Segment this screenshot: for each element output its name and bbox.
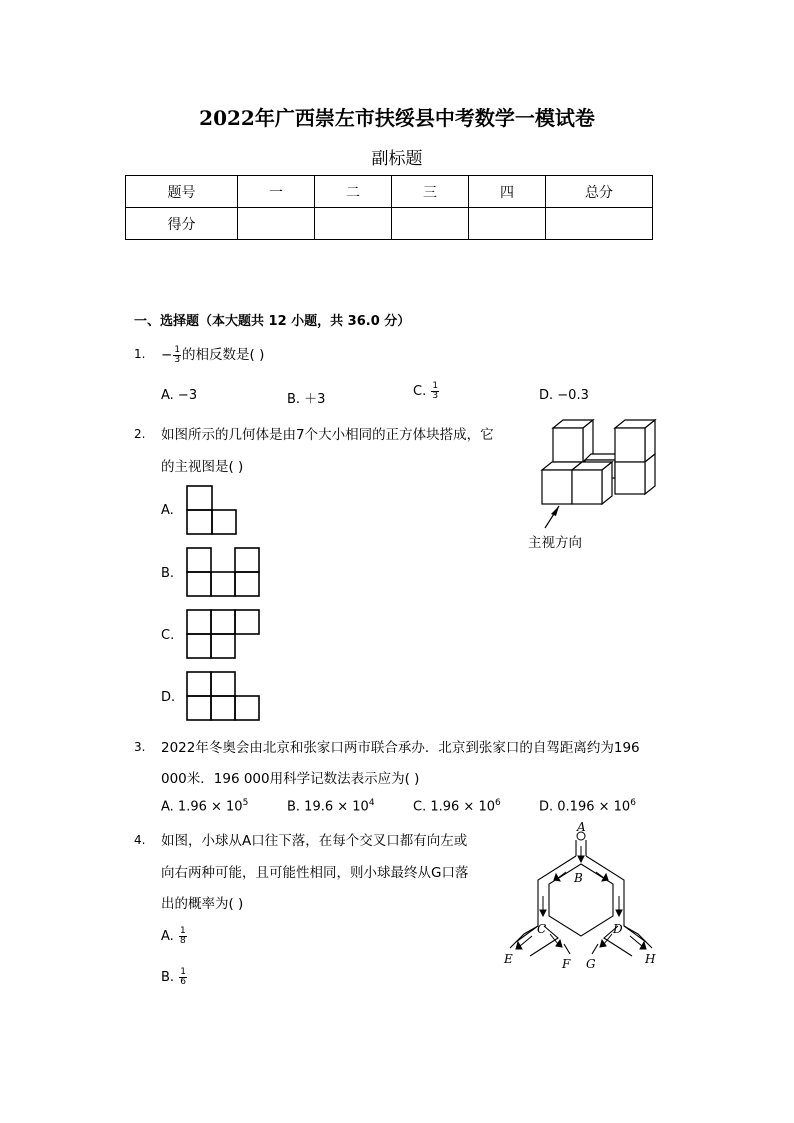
question-1-stem-text: 的相反数是( )	[182, 347, 265, 363]
q2-option-c-figure[interactable]	[186, 609, 262, 660]
score-header-cell: 二	[315, 176, 392, 208]
point-label: B	[574, 871, 583, 885]
question-2-stem-line2: 的主视图是( )	[161, 459, 244, 475]
q3-option-a[interactable]	[161, 798, 248, 814]
score-cell[interactable]	[469, 208, 546, 240]
option-label: D. 0.196 × 10	[539, 799, 631, 815]
score-header-cell: 题号	[126, 176, 238, 208]
q2-option-c-label[interactable]: C.	[161, 628, 175, 643]
question-number: 3.	[134, 740, 146, 754]
question-4-stem-line1: 如图，小球从A口往下落，在每个交叉口都有向左或	[161, 833, 468, 849]
question-number: 4.	[134, 833, 146, 847]
score-cell[interactable]	[392, 208, 469, 240]
q4-option-a[interactable]	[161, 927, 188, 946]
cube-face	[615, 462, 645, 494]
score-table-row	[126, 208, 653, 240]
score-table	[125, 175, 653, 240]
q3-option-b[interactable]	[287, 798, 375, 814]
section-heading: 一、选择题（本大题共 12 小题，共 36.0 分）	[134, 314, 411, 329]
score-header-cell: 三	[392, 176, 469, 208]
option-label: A.	[161, 929, 174, 944]
exponent: 5	[242, 798, 249, 808]
q1-option-a[interactable]: A. −3	[161, 388, 198, 403]
fraction: $\frac{1}{3}$	[432, 381, 439, 401]
point-label: E	[504, 952, 513, 966]
question-3-stem-line1: 2022年冬奥会由北京和张家口两市联合承办．北京到张家口的自驾距离约为196	[161, 740, 640, 756]
q2-option-d-figure[interactable]	[186, 671, 262, 722]
point-label: G	[586, 957, 596, 971]
q1-option-d[interactable]: D. −0.3	[539, 388, 589, 403]
point-label: H	[645, 952, 656, 966]
q2-option-a-figure[interactable]	[186, 485, 238, 535]
question-number: 2.	[134, 427, 146, 441]
fraction: $\frac{1}{3}$	[174, 344, 181, 365]
score-table-header-row	[126, 176, 653, 208]
question-4-stem-line2: 向右两种可能，且可能性相同，则小球最终从G口落	[161, 865, 469, 881]
question-1-stem	[161, 343, 264, 365]
option-label: C. 1.96 × 10	[413, 799, 495, 815]
exponent: 4	[368, 798, 375, 808]
minus-sign: −	[161, 347, 173, 363]
option-label: B. 19.6 × 10	[287, 799, 369, 815]
cube-face	[615, 428, 645, 462]
fraction: $\frac{1}{8}$	[179, 926, 186, 946]
cube-face	[542, 470, 572, 504]
point-label: D	[613, 922, 623, 936]
q2-option-b-figure[interactable]	[186, 547, 262, 597]
question-4-stem-line3: 出的概率为( )	[161, 896, 244, 912]
cube-face	[572, 470, 602, 504]
cube-face	[602, 462, 612, 504]
score-header-cell: 总分	[546, 176, 653, 208]
cube-face	[553, 428, 583, 462]
point-label: C	[537, 922, 547, 936]
q2-option-b-label[interactable]: B.	[161, 566, 175, 581]
page-title: 2022年广西崇左市扶绥县中考数学一模试卷	[199, 106, 595, 130]
view-direction-label: 主视方向	[528, 535, 582, 551]
option-label: B.	[161, 970, 175, 985]
question-number: 1.	[134, 347, 146, 361]
question-3-stem-line2: 000米．196 000用科学记数法表示应为( )	[161, 771, 420, 787]
q2-option-d-label[interactable]: D.	[161, 690, 176, 705]
score-cell[interactable]	[546, 208, 653, 240]
option-label: C.	[413, 384, 427, 399]
view-arrow-head	[551, 506, 559, 516]
fraction: $\frac{1}{6}$	[180, 967, 186, 987]
ball-channel-diagram	[500, 818, 670, 976]
q3-option-c[interactable]	[413, 798, 501, 814]
point-label: F	[562, 957, 571, 971]
point-label: A	[577, 820, 586, 834]
option-label: A. 1.96 × 10	[161, 799, 243, 815]
question-2-stem-line1: 如图所示的几何体是由7个大小相同的正方体块搭成，它	[161, 427, 494, 443]
score-header-cell: 四	[469, 176, 546, 208]
q1-option-b[interactable]: B. ＋3	[287, 392, 326, 407]
score-cell[interactable]	[238, 208, 315, 240]
q2-option-a-label[interactable]: A.	[161, 503, 174, 518]
page-subtitle: 副标题	[371, 149, 423, 169]
q4-option-b[interactable]	[161, 968, 188, 987]
exponent: 6	[495, 798, 501, 808]
q3-option-d[interactable]	[539, 798, 636, 814]
score-header-cell: 一	[238, 176, 315, 208]
q1-option-c[interactable]	[413, 382, 440, 401]
score-row-label: 得分	[126, 208, 238, 240]
score-cell[interactable]	[315, 208, 392, 240]
exponent: 6	[630, 798, 636, 808]
